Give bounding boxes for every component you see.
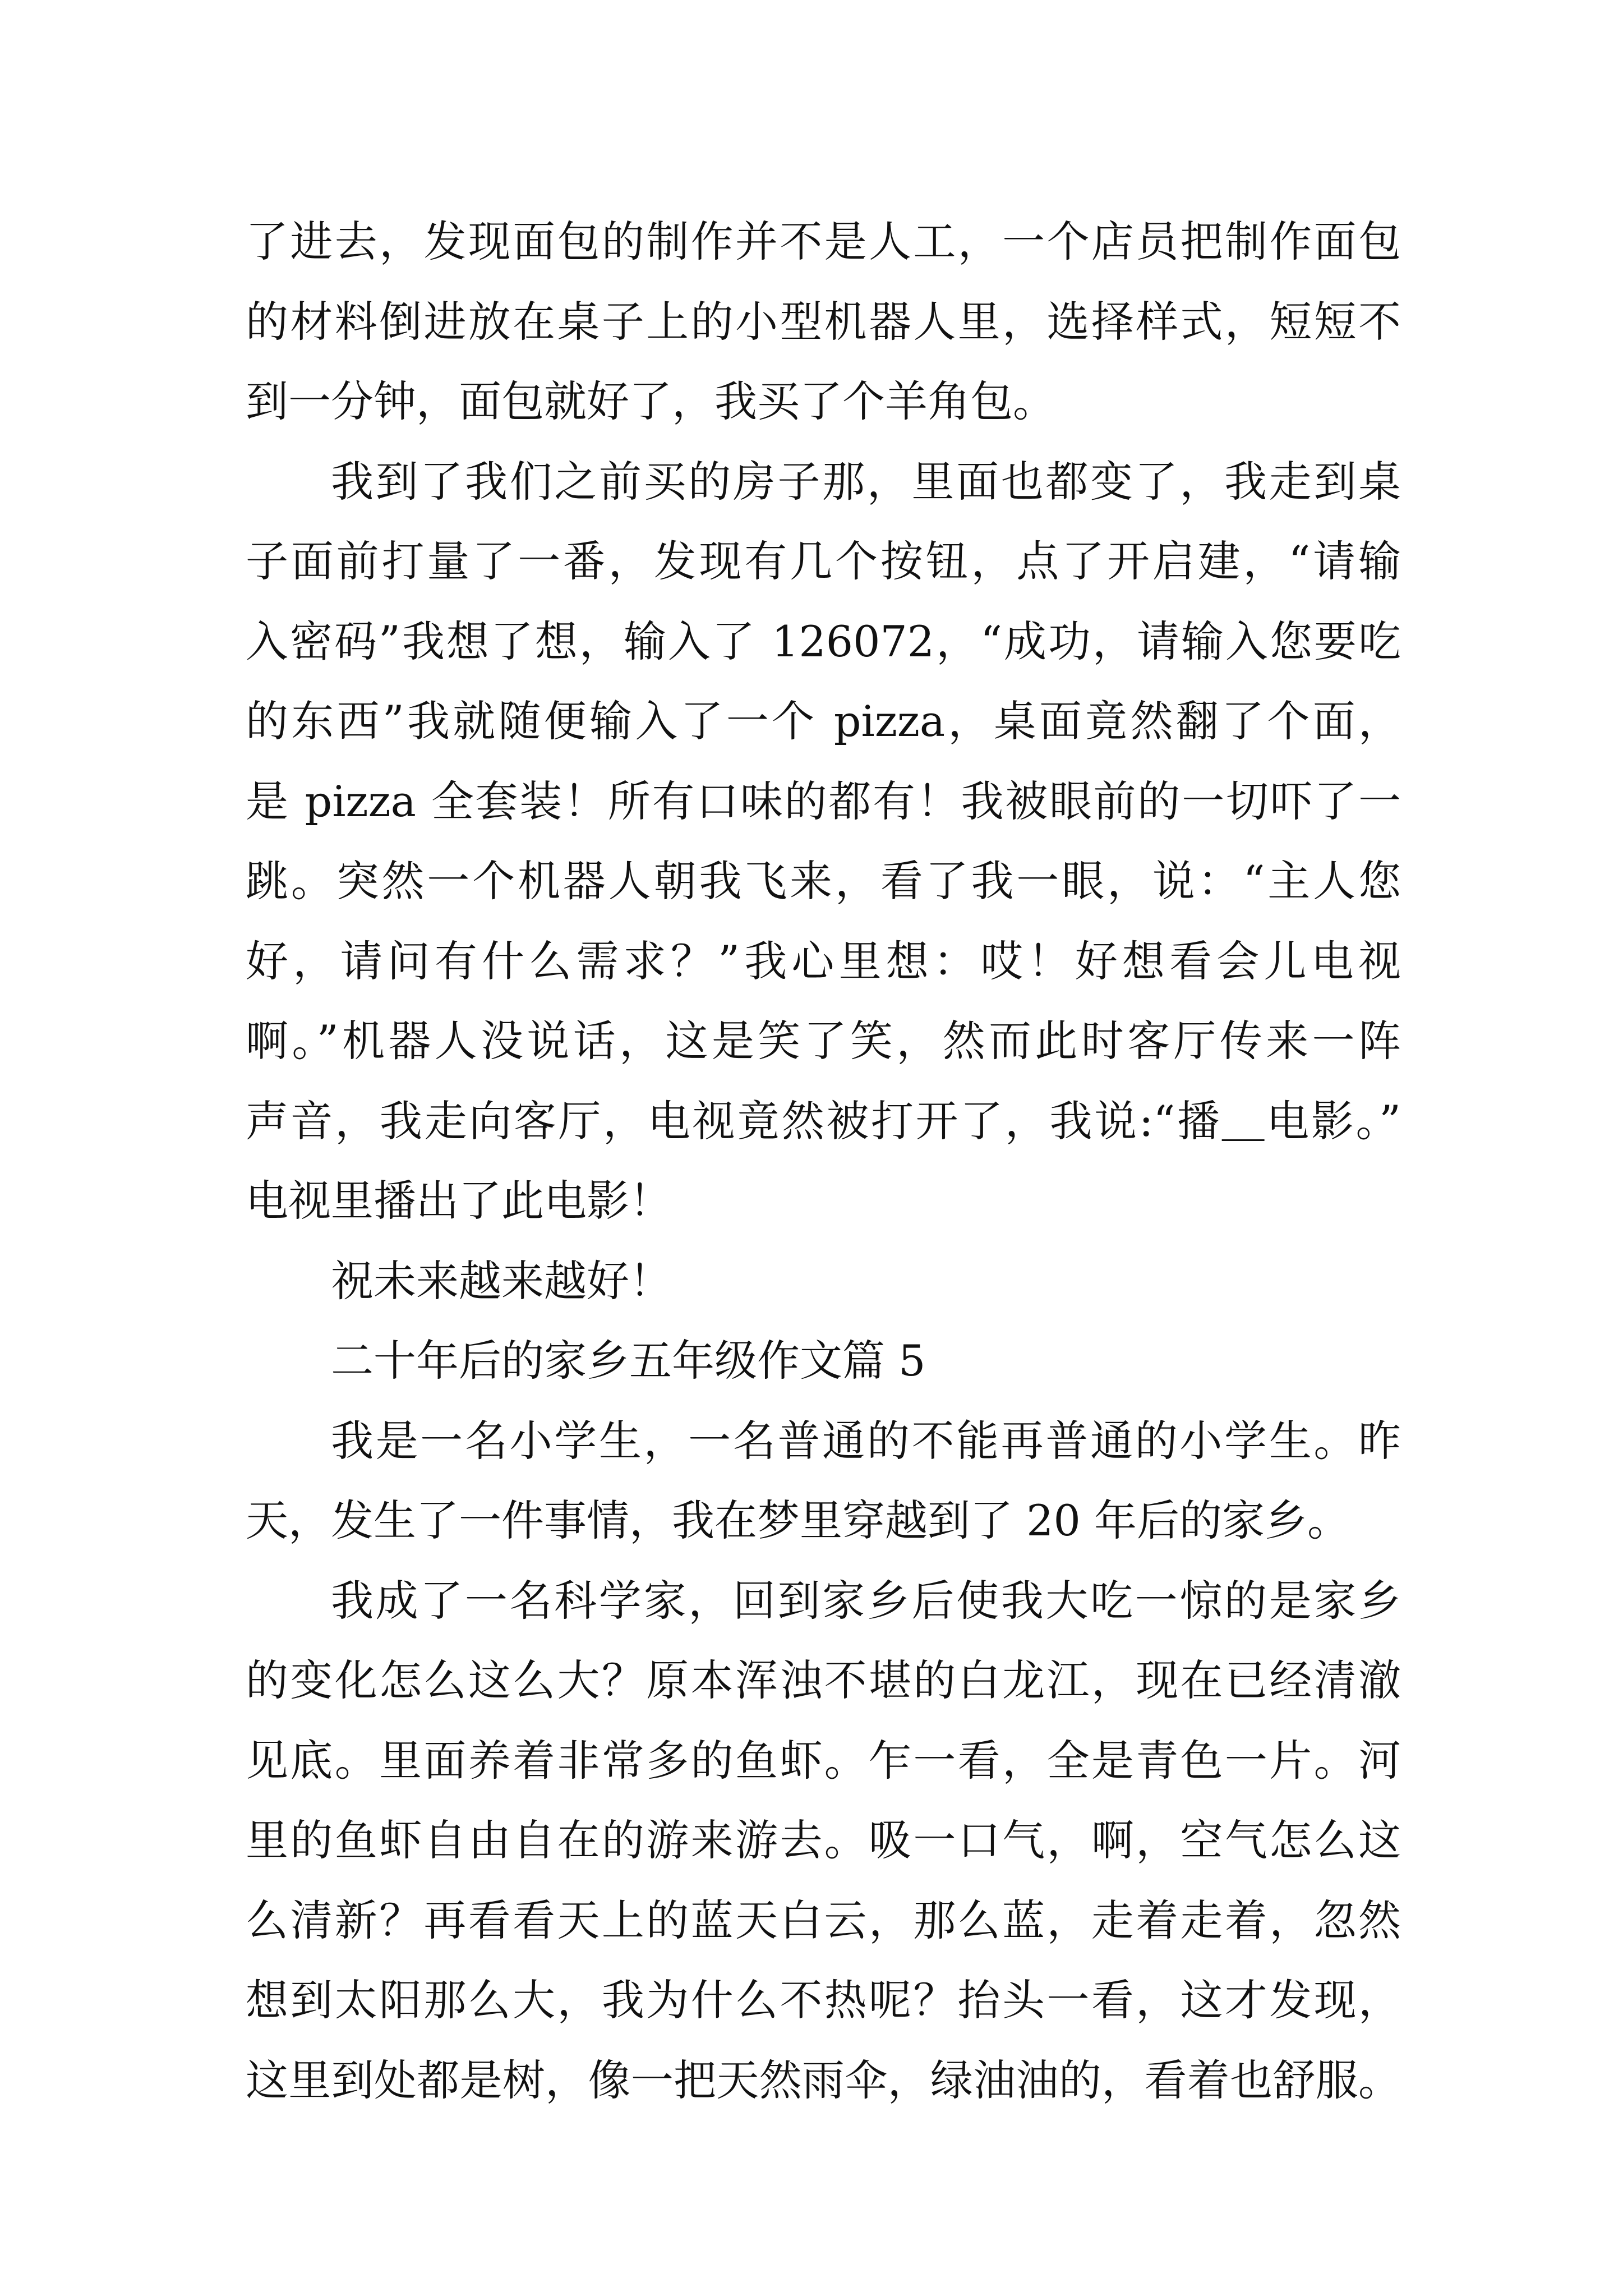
text-line: 电视里播出了此电影！ [246,1176,672,1226]
text-line: 好，请问有什么需求？”我心里想：哎！好想看会儿电视 [246,936,1401,986]
text-line: 跳。突然一个机器人朝我飞来，看了我一眼，说：“主人您 [246,856,1401,906]
text-line: 里的鱼虾自由自在的游来游去。吸一口气，啊，空气怎么这 [246,1815,1401,1865]
paragraph-first-line: 我成了一名科学家，回到家乡后使我大吃一惊的是家乡 [331,1575,1401,1626]
paragraph-first-line: 我是一名小学生，一名普通的不能再普通的小学生。昨 [331,1415,1401,1466]
text-line: 了进去，发现面包的制作并不是人工，一个店员把制作面包 [246,217,1401,266]
text-line: 的东西”我就随便输入了一个 pizza，桌面竟然翻了个面， [246,696,1401,746]
text-line: 是 pizza 全套装！所有口味的都有！我被眼前的一切吓了一 [246,776,1401,826]
text-line: 啊。”机器人没说话，这是笑了笑，然而此时客厅传来一阵 [246,1016,1401,1066]
closing-wish: 祝未来越来越好！ [331,1255,672,1306]
text-line: 声音，我走向客厅，电视竟然被打开了，我说:“播＿电影。” [246,1096,1401,1146]
text-line: 到一分钟，面包就好了，我买了个羊角包。 [246,376,1055,426]
text-line: 想到太阳那么大，我为什么不热呢？抬头一看，这才发现， [246,1975,1401,2025]
text-line: 的变化怎么这么大？原本浑浊不堪的白龙江，现在已经清澈 [246,1655,1401,1705]
text-line: 么清新？再看看天上的蓝天白云，那么蓝，走着走着，忽然 [246,1895,1401,1945]
text-line: 天，发生了一件事情，我在梦里穿越到了 20 年后的家乡。 [246,1496,1350,1545]
section-heading: 二十年后的家乡五年级作文篇 5 [331,1336,926,1386]
text-line: 子面前打量了一番，发现有几个按钮，点了开启建，“请输 [246,536,1401,586]
text-line: 入密码”我想了想，输入了 126072，“成功，请输入您要吃 [246,616,1401,666]
text-line: 见底。里面养着非常多的鱼虾。乍一看，全是青色一片。河 [246,1735,1401,1786]
text-line: 的材料倒进放在桌子上的小型机器人里，选择样式，短短不 [246,296,1401,347]
text-line: 这里到处都是树，像一把天然雨伞，绿油油的，看着也舒服。 [246,2055,1401,2105]
essay-body [246,202,1401,2120]
paragraph-first-line: 我到了我们之前买的房子那，里面也都变了，我走到桌 [331,456,1401,507]
